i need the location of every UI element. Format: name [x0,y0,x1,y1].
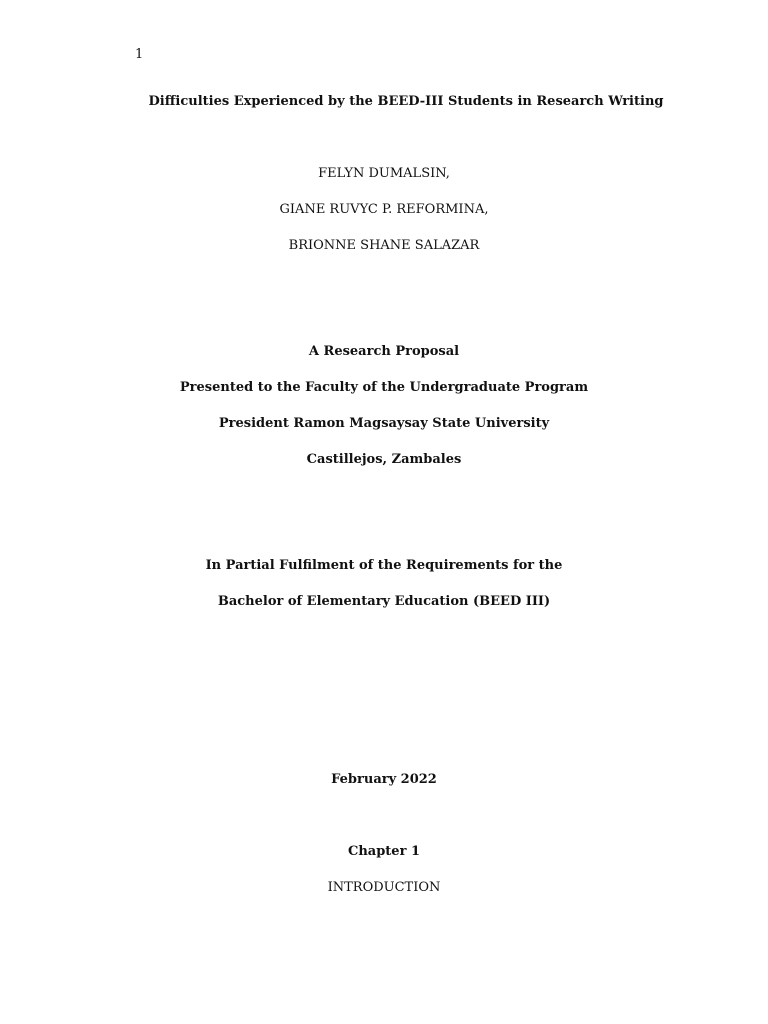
proposal-type: A Research Proposal [308,344,460,359]
document-title: Difficulties Experienced by the BEED-III Students in Research Writing [148,94,664,109]
page-number: 1 [135,47,144,62]
university-location: Castillejos, Zambales [306,452,462,467]
document-date: February 2022 [331,772,437,787]
author-1: FELYN DUMALSIN, [318,166,450,181]
chapter-number: Chapter 1 [347,844,420,859]
author-3: BRIONNE SHANE SALAZAR [288,238,480,253]
presented-to: Presented to the Faculty of the Undergraduate Program [179,380,589,395]
university-name: President Ramon Magsaysay State University [218,416,550,431]
fulfilment-line-1: In Partial Fulfilment of the Requirements for the [205,558,563,573]
chapter-heading: INTRODUCTION [327,880,441,895]
author-2: GIANE RUVYC P. REFORMINA, [279,202,489,217]
fulfilment-line-2: Bachelor of Elementary Education (BEED III) [217,594,551,609]
